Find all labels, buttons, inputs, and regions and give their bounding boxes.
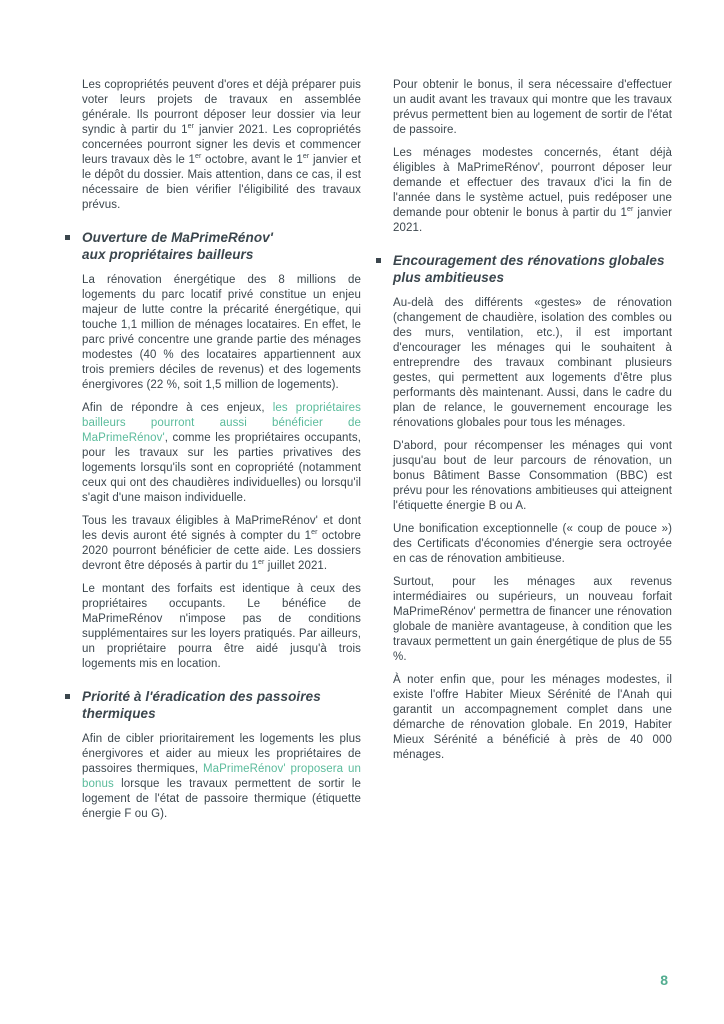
bullet-icon [65,235,70,240]
body-paragraph: Pour obtenir le bonus, il sera nécessaire d'effectuer un audit avant les travaux qui montre que les travaux prévus permettent bien au logement de sortir de l'état de passoire. [393,79,672,136]
body-paragraph: Surtout, pour les ménages aux revenus intermédiaires ou supérieurs, un nouveau forfait MaPrimeRénov' permettra de financer une rénovation globale de manière avantageuse, à condition que les travaux permettent un gain énergétique de plus de 55 %. [393,576,672,663]
section-heading [65,688,361,722]
section-heading-text: Ouverture de MaPrimeRénov' aux propriétaires bailleurs [82,230,274,262]
body-paragraph: Le montant des forfaits est identique à ceux des propriétaires occupants. Le bénéfice de MaPrimeRénov n'impose pas de conditions supplémentaires sur les loyers pratiqués. Par ailleurs, un propriétaire pourra être aidé jusqu'à trois logements mis en location. [82,583,361,670]
body-paragraph: À noter enfin que, pour les ménages modestes, il existe l'offre Habiter Mieux Sérénité de l'Anah qui garantit un accompagnement complet dans une démarche de rénovation globale. En 2019, Habiter Mieux Sérénité a bénéficié à près de 40 000 ménages. [393,674,672,761]
body-paragraph: Les copropriétés peuvent d'ores et déjà préparer puis voter leurs projets de travaux en assemblée générale. Ils pourront déposer leur dossier via leur syndic à partir du 1er janvier 2021. Les copropriétés concernées pourront signer les devis et commencer leurs travaux dès le 1er octobre, avant le 1er janvier et le dépôt du dossier. Mais attention, dans ce cas, il est nécessaire de bien vérifier l'éligibilité des travaux prévus. [82,79,361,211]
body-paragraph: D'abord, pour récompenser les ménages qui vont jusqu'au bout de leur parcours de rénovation, un bonus Bâtiment Basse Consommation (BBC) est prévu pour les rénovations ambitieuses qui atteignent l'étiquette énergie B ou A. [393,440,672,512]
page-number: 8 [660,972,668,988]
right-column [393,78,672,830]
body-paragraph: Les ménages modestes concernés, étant déjà éligibles à MaPrimeRénov', pourront déposer leur demande et effectuer des travaux d'ici la fin de l'année dans le système actuel, puis redéposer une demande pour obtenir le bonus à partir du 1er janvier 2021. [393,147,672,234]
body-paragraph: La rénovation énergétique des 8 millions de logements du parc locatif privé constitue un enjeu majeur de lutte contre la précarité énergétique, qui touche 1,1 million de ménages locataires. En effet, le parc privé concentre une grande partie des ménages modestes (40 % des locataires appartiennent aux trois premiers déciles de revenus) et des logements énergivores (22 %, soit 1,5 million de logements). [82,274,361,391]
body-paragraph: Une bonification exceptionnelle (« coup de pouce ») des Certificats d'économies d'énergie sera octroyée en cas de rénovation ambitieuse. [393,523,672,565]
left-column [82,78,361,830]
body-paragraph: Au-delà des différents «gestes» de rénovation (changement de chaudière, isolation des combles ou des murs, ventilation, etc.), il est important d'encourager les ménages qui le souhaitent à entreprendre des travaux combinant plusieurs gestes, qui permettent aux logements d'être plus performants dès maintenant. Aussi, dans le cadre du plan de relance, le gouvernement encourage les rénovations globales pour tous les ménages. [393,297,672,429]
section-heading-text: Priorité à l'éradication des passoires thermiques [82,689,321,721]
bullet-icon [65,694,70,699]
section-heading [65,229,361,263]
section-heading [376,252,672,286]
body-paragraph: Afin de cibler prioritairement les logements les plus énergivores et aider au mieux les propriétaires de passoires thermiques, MaPrimeRénov' proposera un bonus lorsque les travaux permettent de sortir le logement de l'état de passoire thermique (étiquette énergie F ou G). [82,733,361,820]
bullet-icon [376,258,381,263]
body-paragraph: Tous les travaux éligibles à MaPrimeRénov' et dont les devis auront été signés à compter du 1er octobre 2020 pourront bénéficier de cette aide. Les dossiers devront être déposés à partir du 1er juillet 2021. [82,515,361,572]
section-heading-text: Encouragement des rénovations globales plus ambitieuses [393,253,665,285]
body-paragraph: Afin de répondre à ces enjeux, les propriétaires bailleurs pourront aussi bénéficier de MaPrimeRénov', comme les propriétaires occupants, pour les travaux sur les parties privatives des logements lorsqu'ils sont en copropriété (notamment ceux qui ont des chaudières individuelles) ou lorsqu'il s'agit d'une maison individuelle. [82,402,361,504]
